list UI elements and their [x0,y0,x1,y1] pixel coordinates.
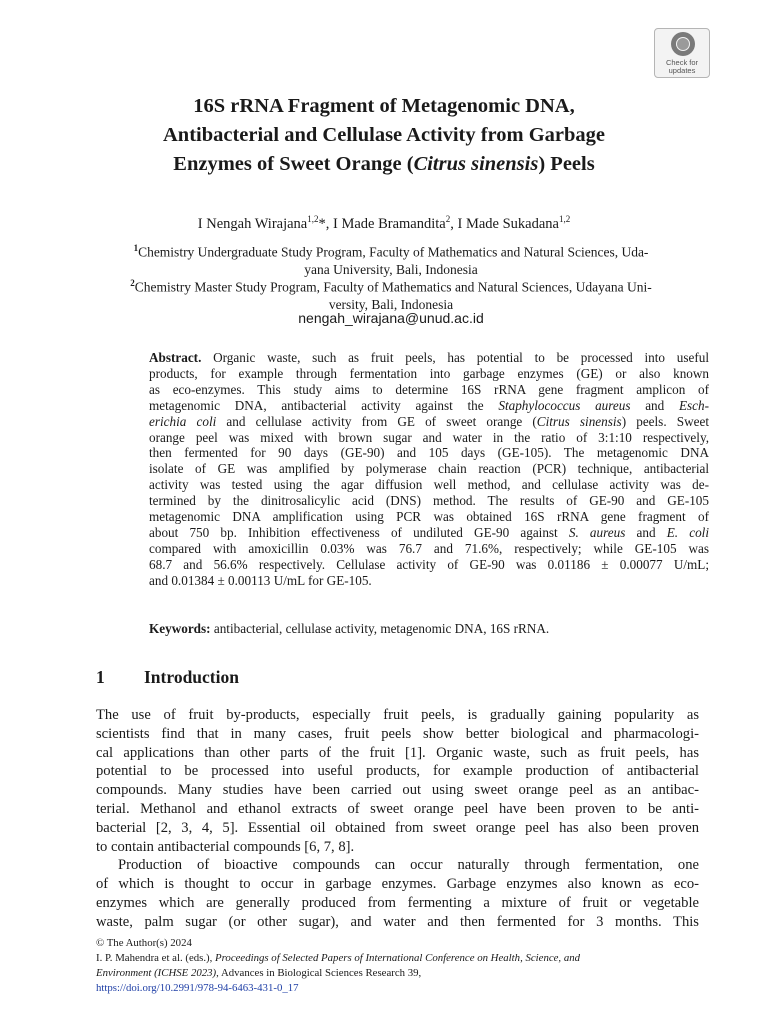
title-line-1: 16S rRNA Fragment of Metagenomic DNA, [193,95,575,117]
footer [96,936,696,996]
keywords-label: Keywords: [149,621,211,636]
badge-line-1: Check for [665,58,699,67]
section-number: 1 [96,667,105,687]
doi-link[interactable]: https://doi.org/10.2991/978-94-6463-431-0_17 [96,982,299,994]
bookmark-icon [677,38,689,50]
citation-line-2: Environment (ICHSE 2023), Advances in Biological Sciences Research 39, [96,967,422,979]
section-title: Introduction [144,667,239,687]
affiliation-1: $^1$Chemistry Undergraduate Study Program, Faculty of Mathematics and Natural Sciences, Uda- yana University, Bali, Indonesia [133,243,649,277]
author-3: I Made Sukadana [457,215,559,232]
abstract-label: Abstract. [149,350,202,365]
copyright: © The Author(s) 2024 [96,937,192,949]
title-line-3: Enzymes of Sweet Orange (Citrus sinensis) Peels [173,153,595,175]
abstract: Abstract. Organic waste, such as fruit peels, has potential to be processed into useful products, for example through fermentation into garbage enzymes (GE) or also known as eco-enzymes. This study aims to determine 16S rRNA gene fragment amplicon of metagenomic DNA, antibacterial activity against the Staphylococcus aureus and Esch- erichia coli and cellulase activity from GE of sweet orange (Citrus sinensis) peels. Sweet orange peel was mixed with brown sugar and water in the ratio of 3:1:10 respectively, then fermented for 90 days (GE-90) and 105 days (GE-105). The metagenomic DNA isolate of GE was amplified by polymerase chain reaction (PCR) technique, antibacterial activity was tested using the agar diffusion well method, and cellulase activity was de- termined by the dinitrosalicylic acid (DNS) method. The results of GE-90 and GE-105 metagenomic DNA amplification using PCR was obtained 16S rRNA gene fragment of about 750 bp. Inhibition effectiveness of undiluted GE-90 against S. aureus and E. coli compared with amoxicillin 0.03% was 76.7 and 71.6%, respectively; while GE-105 was 68.7 and 56.6% respectively. Cellulase activity of GE-90 was 0.01186 ± 0.00077 U/mL; and 0.01384 ± 0.00113 U/mL for GE-105. [149,350,710,588]
check-for-updates-badge[interactable] [654,28,710,78]
affiliation-2: $^2$Chemistry Master Study Program, Faculty of Mathematics and Natural Sciences, Udayana Uni- versity, Bali, Indonesia [130,278,652,312]
badge-line-2: updates [668,66,696,75]
paper-title [96,92,672,179]
author-2: I Made Bramandita [333,215,446,232]
corresponding-email[interactable]: nengah_wirajana@unud.ac.id [298,310,484,326]
introduction-body: The use of fruit by-products, especially fruit peels, is gradually gaining popularity as scientists find that in many cases, fruit peels show better biological and pharmacologi- cal applications than other parts of the fruit [1]. Organic waste, such as fruit peels, has potential to be processed into useful products, for example production of antibacterial compounds. Many studies have been carried out using sweet orange peel as an antibac- terial. Methanol and ethanol extracts of sweet orange peel have been proven to be anti- bacterial [2, 3, 4, 5]. Essential oil obtained from sweet orange peel has also been proven to contain antibacterial compounds [6, 7, 8]. Production of bioactive compounds can occur naturally through fermentation, one of which is thought to occur in garbage enzymes. Garbage enzymes also known as eco- enzymes which are generally produced from fermenting a mixture of fruit or vegetable waste, palm sugar (or other sugar), and water and then fermented for 3 months. This [96,707,699,930]
citation-line-1: I. P. Mahendra et al. (eds.), Proceedings of Selected Papers of International Conference on Health, Science, and [96,952,581,964]
keywords: Keywords: antibacterial, cellulase activity, metagenomic DNA, 16S rRNA. [149,621,550,636]
author-1: I Nengah Wirajana [197,215,308,232]
title-line-2: Antibacterial and Cellulase Activity from Garbage [162,124,606,146]
author-list: I Nengah Wirajana$^{1,2}$*, I Made Bramandita$^2$, I Made Sukadana$^{1,2}$ [197,214,571,232]
